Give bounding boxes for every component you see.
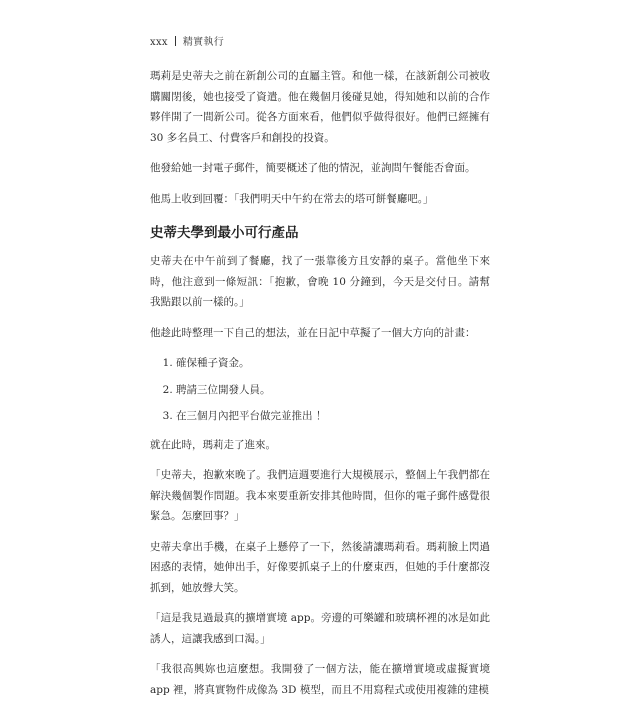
paragraph: 「史蒂夫，抱歉來晚了。我們這週要進行大規模展示，整個上午我們都在解決幾個製作問題。我本來要重新安排其他時間，但你的電子郵件感覺很緊急。怎麼回事？」 xyxy=(150,469,490,522)
paragraph: 就在此時，瑪莉走了進來。 xyxy=(150,438,276,451)
plan-list xyxy=(150,353,490,427)
paragraph: 他馬上收到回覆：「我們明天中午約在常去的塔可餅餐廳吧。」 xyxy=(150,192,434,205)
paragraph: 他趁此時整理一下自己的想法，並在日記中草擬了一個大方向的計畫： xyxy=(150,326,476,339)
paragraph: 「這是我見過最真的擴增實境 app。旁邊的可樂罐和玻璃杯裡的冰是如此誘人，這讓我感到口渴。」 xyxy=(150,612,490,645)
paragraph: 瑪莉是史蒂夫之前在新創公司的直屬主管。和他一樣，在該新創公司被收購關閉後，她也接受了資遣。他在幾個月後碰見她，得知她和以前的合作夥伴開了一間新公司。從各方面來看，他們似乎做得很好。他們已經擁有 30 多名員工、付費客戶和創投的投資。 xyxy=(150,70,490,144)
section-heading: 史蒂夫學到最小可行產品 xyxy=(150,225,299,241)
plan-item: 1. 確保種子資金。 xyxy=(176,353,490,374)
plan-item: 2. 聘請三位開發人員。 xyxy=(176,380,490,401)
paragraph: 史蒂夫在中午前到了餐廳，找了一張靠後方且安靜的桌子。當他坐下來時，他注意到一條短訊：「抱歉，會晚 10 分鐘到，今天是交付日。請幫我點跟以前一樣的。」 xyxy=(150,255,490,308)
body-text xyxy=(150,66,490,710)
plan-item: 3. 在三個月內把平台做完並推出 ！ xyxy=(176,406,490,427)
running-head xyxy=(150,33,224,48)
chapter-title: 精實執行 xyxy=(182,37,225,48)
paragraph: 「我很高興妳也這麼想。我開發了一個方法，能在擴增實境或虛擬實境 app 裡，將真實物件成像為 3D 模型，而且不用寫程式或使用複雜的建模 xyxy=(150,663,490,696)
paragraph: 他發給她一封電子郵件，簡要概述了他的情況，並詢問午餐能否會面。 xyxy=(150,162,476,174)
page-number: xxx xyxy=(150,37,168,48)
paragraph: 史蒂夫拿出手機，在桌子上懸停了一下，然後請讓瑪莉看。瑪莉臉上閃過困惑的表情，她伸出手，好像要抓桌子上的什麼東西，但她的手什麼都沒抓到，她放聲大笑。 xyxy=(150,540,490,594)
header-separator xyxy=(175,36,176,46)
